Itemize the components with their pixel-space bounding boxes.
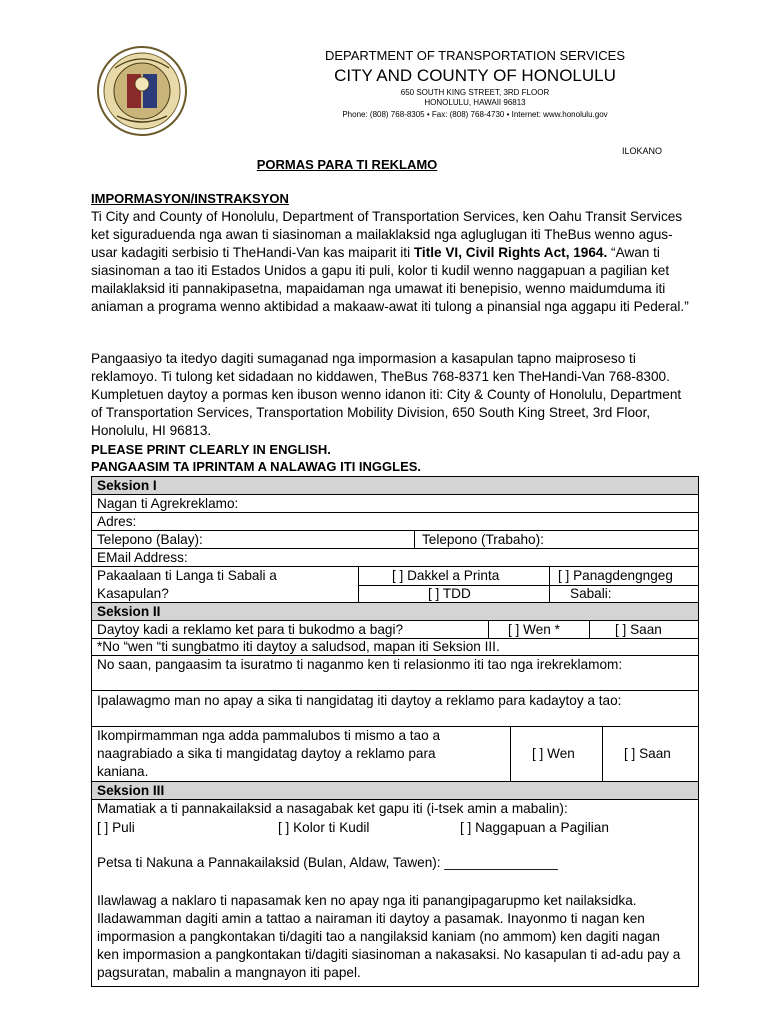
name-label: Nagan ti Agrekreklamo: <box>97 496 239 511</box>
complaint-form-table <box>91 476 699 987</box>
address-row[interactable] <box>92 513 698 531</box>
color-checkbox[interactable]: [ ] Kolor ti Kudil <box>278 820 370 835</box>
format-question-line2: Kasapulan? <box>97 586 169 601</box>
relation-row[interactable] <box>92 656 698 691</box>
reason-question: Ipalawagmo man no apay a sika ti nangidatag iti daytoy a reklamo para kadaytoy a tao: <box>97 693 622 708</box>
address-label: Adres: <box>97 514 137 529</box>
self-complaint-row <box>92 621 698 639</box>
format-question-line1: Pakaalaan ti Langa ti Sabali a <box>97 568 277 583</box>
self-yes-checkbox[interactable]: [ ] Wen * <box>508 622 560 637</box>
self-complaint-question: Daytoy kadi a reklamo ket para ti bukodmo a bagi? <box>97 622 404 637</box>
print-instruction-en: PLEASE PRINT CLEARLY IN ENGLISH. <box>91 442 331 457</box>
race-checkbox[interactable]: [ ] Puli <box>97 820 135 835</box>
section-2-title: Seksion II <box>97 604 161 619</box>
section-1-header <box>92 477 698 495</box>
permission-question-line1: Ikompirmamman nga adda pammalubos ti mismo a tao a <box>97 728 441 743</box>
phone-home-label: Telepono (Balay): <box>97 532 203 547</box>
section-3-note: *No “wen “ti sungbatmo iti daytoy a saludsod, mapan iti Seksion III. <box>97 639 500 654</box>
email-row[interactable] <box>92 549 698 567</box>
instructions-paragraph: Pangaasiyo ta itedyo dagiti sumaganad nga impormasion a kasapulan tapno maiproseso ti reklamoyo. Ti tulong ket sidadaan no kiddawen, TheBus 768-8371 ken TheHandi-Van 768-8300. Kumpletuen daytoy a pormas ken ibuson wenno idanon iti: City & County of Honolulu, Department of Transportation Services, Transportation Mobility Division, 650 South King Street, 3rd Floor, Honolulu, HI 96813. <box>91 351 682 438</box>
form-title: PORMAS PARA TI REKLAMO <box>256 157 438 172</box>
basis-question: Mamatiak a ti pannakailaksid a nasagabak ket gapu iti (i-tsek amin a mabalin): <box>97 801 568 816</box>
other-format-label[interactable]: Sabali: <box>570 586 612 601</box>
intro-text-b: “Awan ti siasinoman a tao iti Estados Unidos a gapu iti puli, kolor ti kudil wenno naggapuan a pagilian ket mailaklaksid iti pannakipasetna, mapaidaman nga umawat iti benepisio, wenno maidumduma iti aniaman a programa wenno aktibidad a makaaw-awat iti tulong a pinansial nga aggapu iti Pederal.” <box>91 245 689 314</box>
format-row <box>92 567 698 603</box>
section-3-body <box>92 800 698 987</box>
intro-paragraph <box>91 208 691 316</box>
section-2-header <box>92 603 698 621</box>
audio-checkbox[interactable]: [ ] Panagdengngeg <box>558 568 673 583</box>
intro-text-bold: Title VI, Civil Rights Act, 1964. <box>413 245 608 260</box>
relation-question: No saan, pangaasim ta isuratmo ti naganmo ken ti relasionmo iti tao nga irekreklamom: <box>97 657 623 672</box>
note-row <box>92 639 698 656</box>
address-line-2: HONOLULU, HAWAII 96813 <box>424 98 526 107</box>
national-origin-checkbox[interactable]: [ ] Naggapuan a Pagilian <box>460 820 609 835</box>
email-label: EMail Address: <box>97 550 188 565</box>
section-3-header <box>92 782 698 800</box>
city-name: CITY AND COUNTY OF HONOLULU <box>334 66 616 85</box>
large-print-checkbox[interactable]: [ ] Dakkel a Printa <box>392 568 500 583</box>
permission-question-line2: naagrabiado a sika ti mangidatag daytoy a reklamo para <box>97 746 436 761</box>
contact-line: Phone: (808) 768-8305 • Fax: (808) 768-4730 • Internet: www.honolulu.gov <box>342 110 608 119</box>
city-seal-icon <box>97 46 187 136</box>
self-no-checkbox[interactable]: [ ] Saan <box>615 622 662 637</box>
language-label: ILOKANO <box>622 146 663 156</box>
permission-yes-checkbox[interactable]: [ ] Wen <box>532 746 575 761</box>
describe-instructions: Ilawlawag a naklaro ti napasamak ken no apay nga iti panangipagarupmo ket nailaksidka. Iladawamman dagiti amin a tattao a nairaman iti daytoy a pasamak. Inayonmo ti nagan ken impormasion a pangkontakan ti/dagiti tao a nangilaksid kaniam (no ammom) ken dagiti nagan ken impormasion a pangkontakan ti/dagiti siasinoman a nakasaksi. No kasapulan ti ad-adu pay a pagsuratan, mabalin a mangnayon iti papel. <box>97 893 681 980</box>
incident-date-field[interactable]: Petsa ti Nakuna a Pannakailaksid (Bulan, Aldaw, Tawen): _______________ <box>97 855 558 870</box>
phone-row <box>92 531 698 549</box>
info-heading: IMPORMASYON/INSTRAKSYON <box>91 191 289 206</box>
phone-work-label: Telepono (Trabaho): <box>422 532 544 547</box>
reason-row[interactable] <box>92 691 698 727</box>
address-block <box>190 88 760 108</box>
department-name: DEPARTMENT OF TRANSPORTATION SERVICES <box>324 48 625 63</box>
print-instruction-il: PANGAASIM TA IPRINTAM A NALAWAG ITI INGGLES. <box>91 459 422 474</box>
permission-row <box>92 727 698 782</box>
permission-question-line3: kaniana. <box>97 764 149 779</box>
permission-no-checkbox[interactable]: [ ] Saan <box>624 746 671 761</box>
section-1-title: Seksion I <box>97 478 157 493</box>
address-line-1: 650 SOUTH KING STREET, 3RD FLOOR <box>400 88 550 97</box>
tdd-checkbox[interactable]: [ ] TDD <box>428 586 471 601</box>
section-3-title: Seksion III <box>97 783 165 798</box>
name-row[interactable] <box>92 495 698 513</box>
intro-text-a: Ti City and County of Honolulu, Department of Transportation Services, ken Oahu Transit Services ket siguraduenda nga awan ti siasinoman a mailaklaksid nga agluglugan iti TheBus wenno agus-usar kadagiti serbisio ti TheHandi-Van kas maiparit iti <box>91 209 683 260</box>
